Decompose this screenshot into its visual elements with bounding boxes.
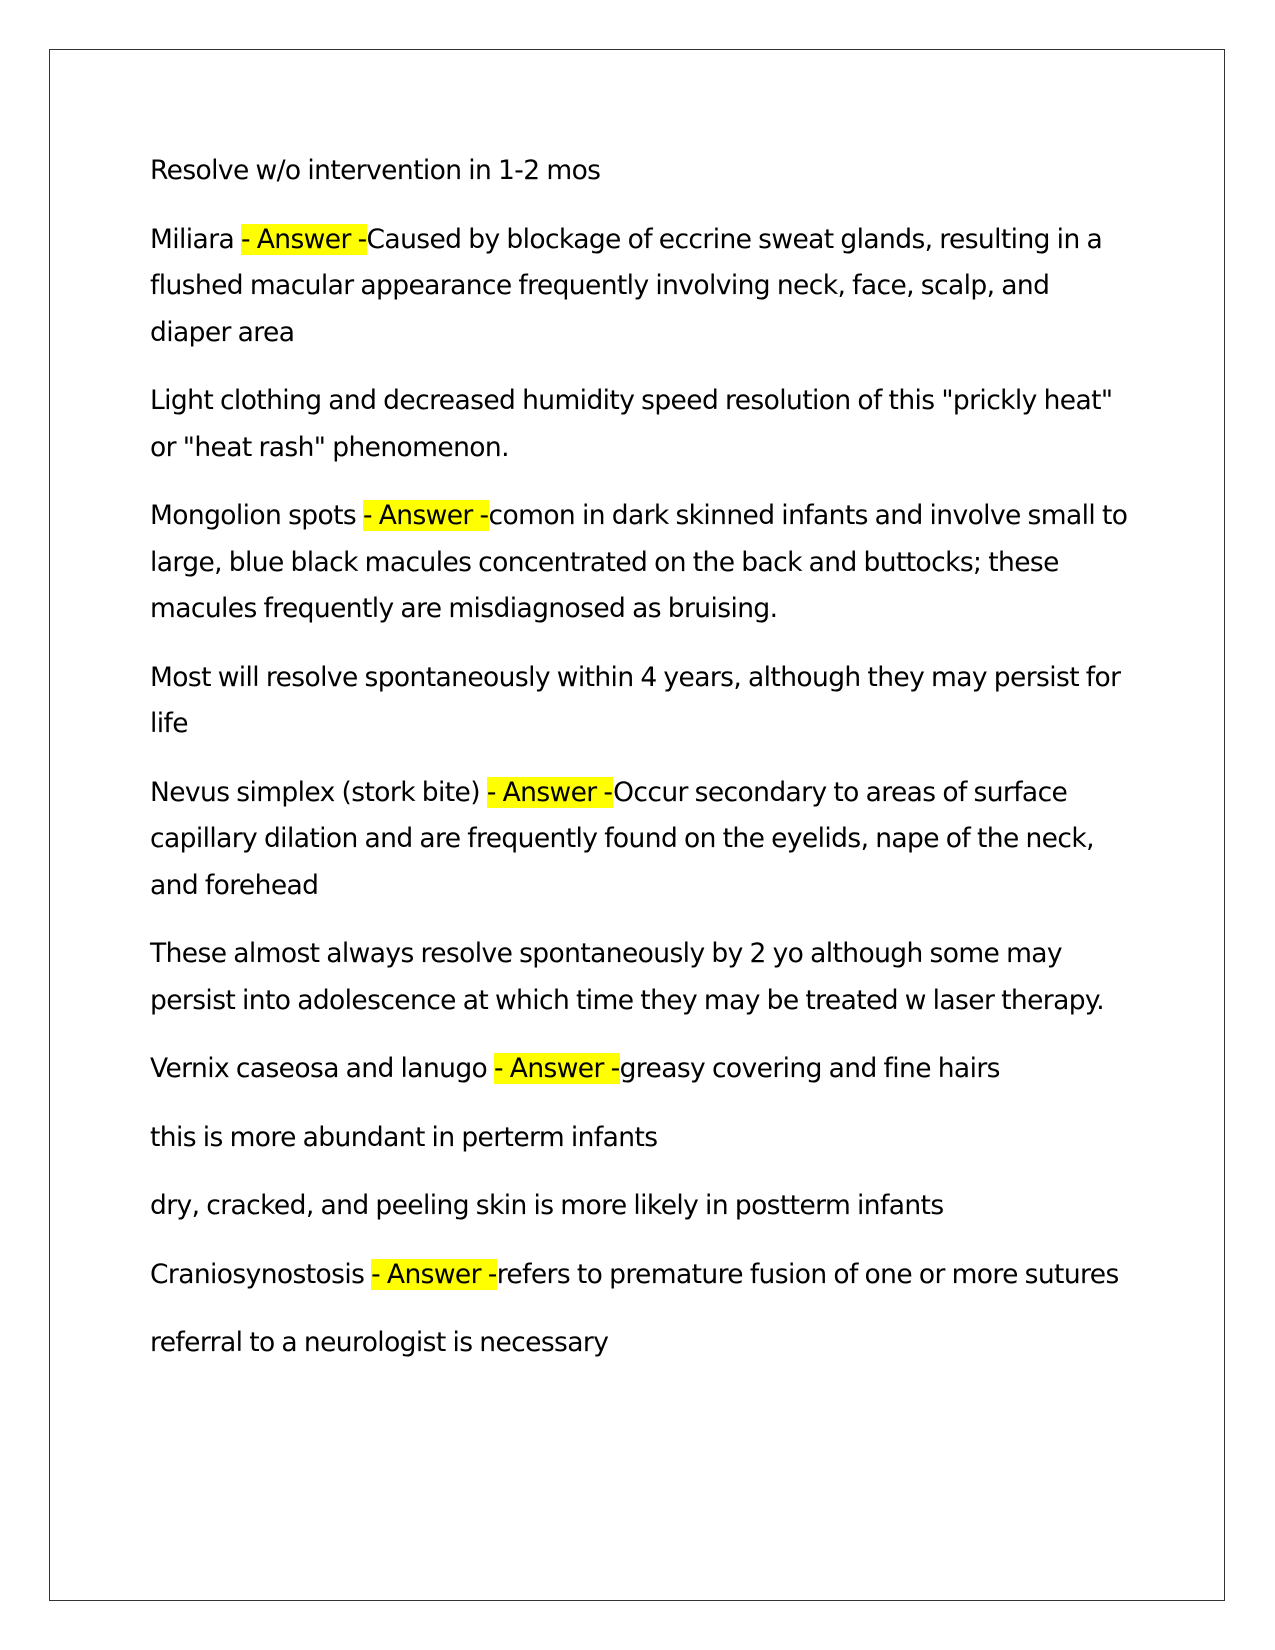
- term: Vernix caseosa and lanugo: [150, 1053, 494, 1084]
- paragraph: [150, 1320, 1130, 1367]
- paragraph: [150, 148, 1130, 195]
- answer-marker: - Answer -: [494, 1053, 620, 1084]
- paragraph: [150, 655, 1130, 748]
- paragraph: [150, 378, 1130, 471]
- term: Mongolion spots: [150, 500, 363, 531]
- term: Miliara: [150, 223, 241, 255]
- paragraph: [150, 217, 1130, 357]
- paragraph-text: refers to premature fusion of one or more sutures: [496, 1258, 1119, 1290]
- paragraph: [150, 493, 1130, 633]
- paragraph-text: this is more abundant in perterm infants: [150, 1121, 658, 1153]
- paragraph: [150, 1183, 1130, 1230]
- term: Nevus simplex (stork bite): [150, 776, 487, 808]
- answer-marker: - Answer -: [486, 776, 614, 808]
- paragraph-text: Most will resolve spontaneously within 4 years, although they may persist for life: [150, 661, 1121, 739]
- paragraph: [150, 1046, 1130, 1093]
- answer-marker: - Answer -: [240, 223, 367, 255]
- paragraph-text: Occur secondary to areas of surface capillary dilation and are frequently found on the eyelids, nape of the neck, and forehead: [150, 776, 1094, 901]
- document-body: [150, 148, 1130, 1389]
- paragraph-text: dry, cracked, and peeling skin is more likely in postterm infants: [150, 1190, 944, 1221]
- paragraph-text: comon in dark skinned infants and involve small to large, blue black macules concentrated on the back and buttocks; these macules frequently are misdiagnosed as bruising.: [150, 500, 1128, 624]
- paragraph-text: These almost always resolve spontaneously by 2 yo although some may persist into adolescence at which time they may be treated w laser therapy.: [150, 938, 1105, 1016]
- paragraph-text: Caused by blockage of eccrine sweat glands, resulting in a flushed macular appearance frequently involving neck, face, scalp, and diaper area: [150, 223, 1103, 348]
- paragraph: [150, 931, 1130, 1024]
- paragraph-text: Resolve w/o intervention in 1-2 mos: [150, 155, 601, 186]
- paragraph: [150, 770, 1130, 910]
- paragraph: [150, 1115, 1130, 1162]
- term: Craniosynostosis: [150, 1258, 372, 1290]
- answer-marker: - Answer -: [371, 1258, 497, 1290]
- paragraph: [150, 1252, 1130, 1299]
- paragraph-text: Light clothing and decreased humidity speed resolution of this "prickly heat" or "heat rash" phenomenon.: [150, 385, 1113, 463]
- answer-marker: - Answer -: [362, 500, 489, 531]
- paragraph-text: referral to a neurologist is necessary: [150, 1327, 609, 1358]
- paragraph-text: greasy covering and fine hairs: [619, 1053, 1000, 1084]
